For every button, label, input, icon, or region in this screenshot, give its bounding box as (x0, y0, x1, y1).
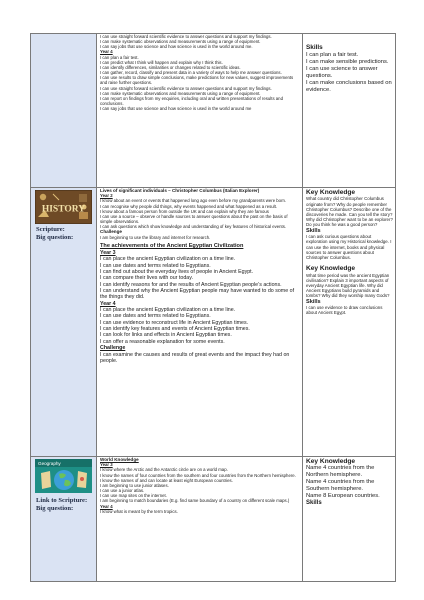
objective-line: I can make systematic observations and measurements using a range of equipment. (100, 39, 261, 45)
section-heading: Lives of significant individuals – Christopher Columbus (Italian Explorer) (100, 188, 260, 193)
objective-line: I know what is meant by the term tropics. (100, 508, 178, 514)
objective-line: I know about an event or events that happened long ago even before my grandparents were born. (100, 198, 287, 204)
objective-line: I can use a junior atlas. (100, 488, 145, 494)
section-heading: World Knowledge (100, 457, 139, 462)
section-heading: I can understand why the Ancient Egyptian people may have wanted to do some of the things they did. (100, 287, 295, 301)
section-heading: The achievements of the Ancient Egyptian Civilization (100, 242, 244, 249)
knowledge-line: Name 8 European countries. (306, 493, 380, 500)
objective-line: I am beginning to use junior atlases. (100, 482, 169, 488)
history-word: HISTORY (41, 204, 86, 215)
science-objectives-cell (97, 34, 303, 188)
objective-line: I can report on findings from my enquiries, including oral and written presentations of results and conclusions. (100, 95, 283, 107)
history-image (35, 190, 92, 224)
objective-line: I know the names of and can locate at least eight European countries. (100, 477, 233, 483)
geography-row (31, 457, 396, 582)
geography-knowledge-cell (303, 457, 396, 582)
objective-line: I know where the Arctic and the Antarctic circle are on a world map. (100, 467, 228, 473)
geography-word: Geography (38, 461, 61, 466)
geography-image (35, 459, 92, 493)
section-heading: I can identify key features and events of Ancient Egyptian times. (100, 326, 250, 333)
objective-line: I can gather, record, classify and present data in a variety of ways to help me answer questions. (100, 70, 282, 76)
year-heading: Year 4 (100, 503, 113, 509)
big-question-label: Big question: (36, 233, 74, 241)
year-heading: Year 2 (100, 193, 113, 199)
egypt-skills-text: I can use evidence to draw conclusions about Ancient Egypt. (306, 305, 383, 316)
section-heading: I can identify reasons for and the results of Ancient Egyptian people’s actions. (100, 281, 282, 288)
key-knowledge-heading: Key Knowledge (306, 189, 356, 196)
section-heading: I can use dates and terms related to Egyptians. (100, 262, 211, 269)
big-question-label: Big question: (36, 504, 74, 512)
section-heading: I can find out about the everyday lives of people in Ancient Egypt. (100, 268, 254, 275)
year-heading: Year 3 (100, 462, 113, 468)
skills-heading: Skills (306, 500, 322, 507)
section-heading: I can use evidence to reconstruct life in Ancient Egyptian times. (100, 319, 249, 326)
objective-line: I can say jobs that use science and how science is used in the world around me. (100, 44, 253, 50)
history-objectives-cell (97, 188, 303, 457)
geography-knowledge-list (303, 465, 395, 500)
objective-line: I can ask questions which show knowledge and understanding of key features of historical events. (100, 224, 287, 230)
objective-line: I can make systematic observations and measurements using a range of equipment. (100, 90, 261, 96)
objective-line: I can recognise why people did things, why events happened and what happened as a result. (100, 203, 278, 209)
objective-line: I can say jobs that use science and how science is used in the world around me (100, 106, 252, 112)
section-heading: I can use dates and terms related to Egyptians. (100, 313, 211, 320)
year-heading: Challenge (100, 345, 126, 352)
section-heading: I can offer a reasonable explanation for some events. (100, 338, 225, 345)
history-row (31, 188, 396, 457)
knowledge-line: Name 4 countries from the Southern hemisphere. (306, 479, 375, 493)
columbus-skills-text: I can ask curious questions about exploration using my Historical knowledge. I can use the internet, books and physical sources to answer questions about Christopher Columbus. (306, 234, 392, 261)
history-knowledge-cell (303, 188, 396, 457)
objective-line: I know the names of four countries from the southern and four countries from the Northern hemisphere. (100, 472, 296, 478)
objective-line: I can plan a fair test. (100, 54, 139, 60)
objective-line: I can use results to draw simple conclusions, make predictions for new values, suggest improvements and raise further questions. (100, 75, 294, 86)
objective-line: I am beginning to use the library and internet for research. (100, 234, 211, 240)
skills-heading: Skills (306, 227, 321, 234)
scripture-label: Scripture: (36, 226, 65, 233)
objective-line: I can use straight forward scientific evidence to answer questions and support my findings. (100, 85, 272, 91)
knowledge-line: I can plan a fair test. (306, 51, 359, 58)
section-heading: I can place the ancient Egyptian civilization on a time line. (100, 256, 236, 263)
science-skills-cell (303, 34, 396, 188)
knowledge-line: I can make conclusions based on evidence. (306, 79, 392, 93)
section-heading: Challenge (100, 229, 122, 235)
curriculum-table (30, 33, 396, 582)
objective-line: I can use straight forward scientific evidence to answer questions and support my findings. (100, 34, 272, 39)
science-skills-list (303, 52, 395, 94)
geography-objectives-cell (97, 457, 303, 582)
egypt-knowledge-text: What time period was the ancient Egyptian civilisation? Explain 3 important aspects of everyday Ancient Egyptian life. Why did Ancient Egyptians build pyramids and tombs? Why did they worship many Gods? (306, 272, 390, 299)
key-knowledge-heading: Key Knowledge (306, 265, 356, 273)
link-to-scripture-label: Link to Scripture: (36, 497, 88, 504)
objective-line: I am beginning to match boundaries (E.g. find same boundary of a country on different scale maps.) (100, 498, 290, 504)
knowledge-line: I can use science to answer questions. (306, 65, 378, 79)
science-row (31, 34, 396, 188)
section-heading: I can look for links and effects in Ancient Egyptian times. (100, 332, 232, 339)
objective-line: I can identify differences, similarities or changes related to scientific ideas. (100, 64, 241, 70)
skills-heading: Skills (306, 44, 323, 51)
columbus-knowledge-text: What country did Christopher Columbus originate from? Why do people remember Christopher Columbus? Describe one of the discoveries he made. Can you tell the story? Why did Christopher want to be an explorer? Do you think he was a good person? (306, 196, 393, 228)
objective-line: I can use a source – observe or handle sources to answer questions about the past on the basis of simple observations. (100, 213, 288, 225)
section-heading: I can compare their lives with our today. (100, 275, 193, 282)
key-knowledge-heading: Key Knowledge (306, 458, 356, 465)
objective-line: I can predict what I think will happen and explain why I think this. (100, 59, 223, 65)
year-heading: Year 3 (100, 249, 116, 256)
section-heading: I can place the ancient Egyptian civilization on a time line. (100, 307, 236, 314)
year-heading: Year 4 (100, 300, 116, 307)
skills-heading: Skills (306, 298, 321, 305)
objective-line: I know about a famous person from outside the UK and can explain why they are famous (100, 208, 269, 214)
history-left-cell (31, 188, 97, 457)
objective-line: I can use map sites on the internet. (100, 493, 167, 499)
knowledge-line: I can make sensible predictions. (306, 58, 389, 65)
section-heading: I can examine the causes and results of great events and the impact they had on people. (100, 351, 290, 364)
geography-left-cell (31, 457, 97, 582)
science-left-cell (31, 34, 97, 188)
knowledge-line: Name 4 countries from the Northern hemisphere. (306, 465, 375, 479)
year-heading: Year 4 (100, 49, 113, 55)
